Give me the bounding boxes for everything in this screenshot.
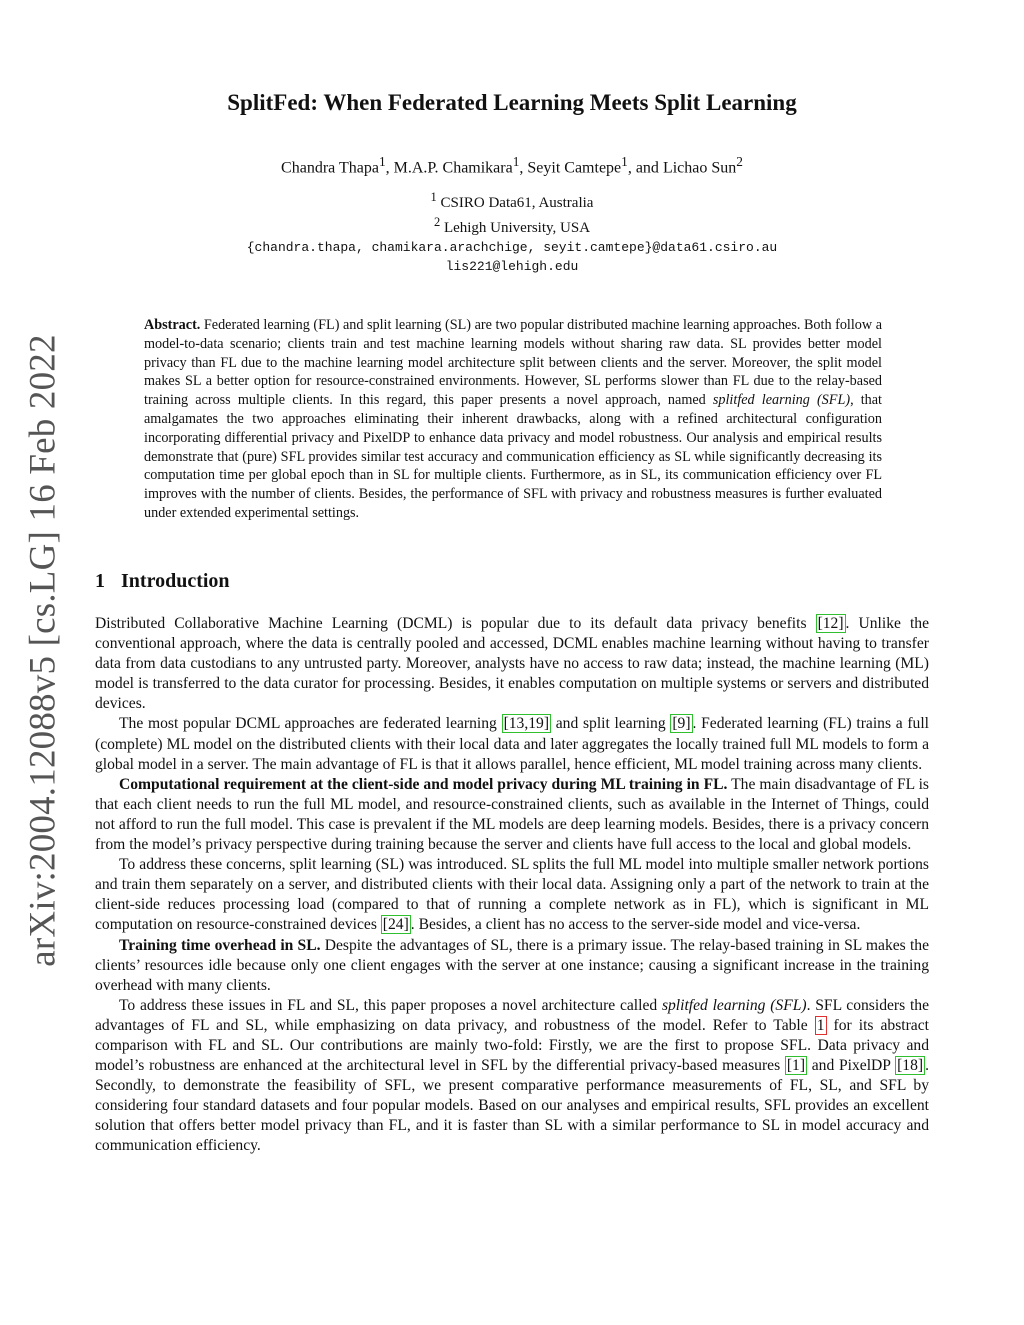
section-body: [95, 614, 929, 1157]
affiliation-marker: 1: [378, 154, 386, 169]
affiliation-marker: 2: [433, 215, 441, 229]
arxiv-identifier: arXiv:2004.12088v5 [cs.LG] 16 Feb 2022: [23, 333, 65, 967]
email-line: lis221@lehigh.edu: [445, 259, 579, 274]
abstract-text: Federated learning (FL) and split learning (SL) are two popular distributed machine learning approaches. Both follow a model-to-data scenario; clients train and test machine learning models without sharing raw data. SL provides better model privacy than FL due to the machine learning model architecture split between clients and the server. Moreover, the split model makes SL a better option for resource-constrained environments. However, SL performs slower than FL due to the relay-based training across multiple clients. In this regard, this paper presents a novel approach, named: [144, 317, 882, 409]
abstract-emphasis: splitfed learning (SFL): [712, 392, 851, 409]
affiliation-marker: 1: [430, 190, 437, 204]
author-conjunction: , and: [627, 159, 663, 177]
paragraph-text: The main disadvantage of FL is that each client needs to run the full ML model, and resource-constrained clients, such as available in the Internet of Things, could not afford to run the full model. This case is prevalent if the ML models are deep learning models. Besides, there is a privacy concern from the model’s privacy perspective during training because the server and clients have full access to the local and global models.: [95, 775, 929, 854]
paper-title: SplitFed: When Federated Learning Meets Split Learning: [227, 90, 797, 115]
affiliation-block: [0, 188, 1024, 276]
run-in-heading: Training time overhead in SL.: [119, 936, 321, 954]
section-heading: [95, 570, 230, 593]
paragraph-text: . SFL considers the advantages of FL and SL, while emphasizing on data privacy, and robustness of the model. Refer to Table: [95, 996, 929, 1034]
paragraph-text: and PixelDP: [807, 1057, 896, 1075]
paragraph-text: and split learning: [551, 715, 671, 733]
affiliation-marker: 1: [512, 154, 520, 169]
paragraph: [95, 714, 929, 774]
paragraph-text: To address these concerns, split learning (SL) was introduced. SL splits the full ML model into multiple smaller network portions and train them separately on a server, and distributed clients with their local data. Assigning only a part of the network to train at the client-side reduces processing load (compared to that of running a complete network as in FL), which is significant in ML computation on resource-constrained devices: [95, 856, 929, 934]
author-name: Lichao Sun: [662, 159, 737, 177]
citation-link[interactable]: [1]: [786, 1057, 806, 1075]
paragraph-text: Despite the advantages of SL, there is a primary issue. The relay-based training in SL makes the clients’ resources idle because only one client engages with the server at one instance; causing a significant increase in the training overhead with many clients.: [95, 936, 929, 994]
abstract-label: Abstract.: [144, 317, 201, 333]
abstract: [144, 316, 882, 523]
paragraph: [95, 775, 929, 855]
paragraph-text: . Unlike the conventional approach, where the data is centrally pooled and accessed, DCML enables machine learning without having to transfer data from data custodians to any untrusted party. Moreover, analysts have no access to raw data; instead, the machine learning (ML) model is transferred to the data curator for processing. Besides, it enables computation on multiple systems or servers and distributed devices.: [95, 615, 929, 713]
paragraph-text: for its abstract comparison with FL and SL. Our contributions are mainly two-fold: Firstly, we are the first to propose SFL. Data privacy and model’s robustness are enhanced at the architectural level in SFL by the differential privacy-based measures: [95, 1016, 929, 1075]
paragraph-text: . Federated learning (FL) trains a full (complete) ML model on the distributed clients with their local data and later aggregates the locally trained full ML models to form a global model in a server. The main advantage of FL is that it allows parallel, hence efficient, ML model training across many clients.: [95, 715, 929, 773]
abstract-text: , that amalgamates the two approaches eliminating their inherent drawbacks, along with a refined architectural configuration incorporating differential privacy and PixelDP to enhance data privacy and model robustness. Our analysis and empirical results demonstrate that (pure) SFL provides similar test accuracy and communication efficiency as SL while significantly decreasing its computation time per global epoch than in SL for multiple clients. Furthermore, as in SL, its communication efficiency over FL improves with the number of clients. Besides, the performance of SFL with privacy and robustness measures is further evaluated under extended experimental settings.: [144, 392, 883, 521]
paragraph-text: . Secondly, to demonstrate the feasibility of SFL, we present comparative performance measurements of FL, SL, and SFL by considering four standard datasets and four popular models. Based on our analyses and empirical results, SFL provides an excellent solution that offers better model privacy than FL, and it is faster than SL with a similar performance to SL in model accuracy and communication efficiency.: [95, 1057, 929, 1155]
citation-link[interactable]: [18]: [897, 1057, 924, 1075]
affiliation-line: [0, 213, 1024, 238]
affiliation-marker: 2: [736, 154, 743, 169]
author-name: Chandra Thapa: [281, 159, 379, 177]
affiliation-line: [0, 188, 1024, 213]
arxiv-sidebar: [6, 333, 81, 967]
citation-link[interactable]: [13,19]: [503, 715, 550, 733]
paragraph-text: To address these issues in FL and SL, this paper proposes a novel architecture called: [119, 996, 662, 1014]
affiliation-marker: 1: [621, 154, 628, 169]
paragraph-text: . Besides, a client has no access to the server-side model and vice-versa.: [410, 916, 861, 934]
paragraph-text: The most popular DCML approaches are federated learning: [119, 715, 502, 733]
table-reference-link[interactable]: 1: [816, 1016, 825, 1034]
citation-link[interactable]: [24]: [382, 916, 409, 934]
affiliation-text: Lehigh University, USA: [443, 220, 591, 236]
affiliation-text: CSIRO Data61, Australia: [440, 195, 594, 211]
author-name: Seyit Camtepe: [527, 159, 622, 177]
author-name: M.A.P. Chamikara: [393, 159, 513, 177]
paragraph: [95, 855, 929, 935]
section-title: Introduction: [121, 570, 230, 592]
section-number: 1: [95, 570, 105, 592]
run-in-heading: Computational requirement at the client-side and model privacy during ML training in FL.: [119, 775, 728, 793]
paragraph: [95, 996, 929, 1157]
author-list: Chandra Thapa$^1$, M.A.P. Chamikara$^1$, Seyit Camtepe$^1$, and Lichao Sun$^2$: [281, 154, 743, 177]
paragraph: [95, 614, 929, 714]
email-line: {chandra.thapa, chamikara.arachchige, seyit.camtepe}@data61.csiro.au: [246, 240, 778, 255]
paragraph-text: Distributed Collaborative Machine Learning (DCML) is popular due to its default data privacy benefits: [95, 615, 816, 632]
citation-link[interactable]: [9]: [672, 715, 691, 733]
paragraph: [95, 936, 929, 996]
emphasis: splitfed learning (SFL): [661, 996, 807, 1014]
citation-link[interactable]: [12]: [817, 615, 844, 632]
